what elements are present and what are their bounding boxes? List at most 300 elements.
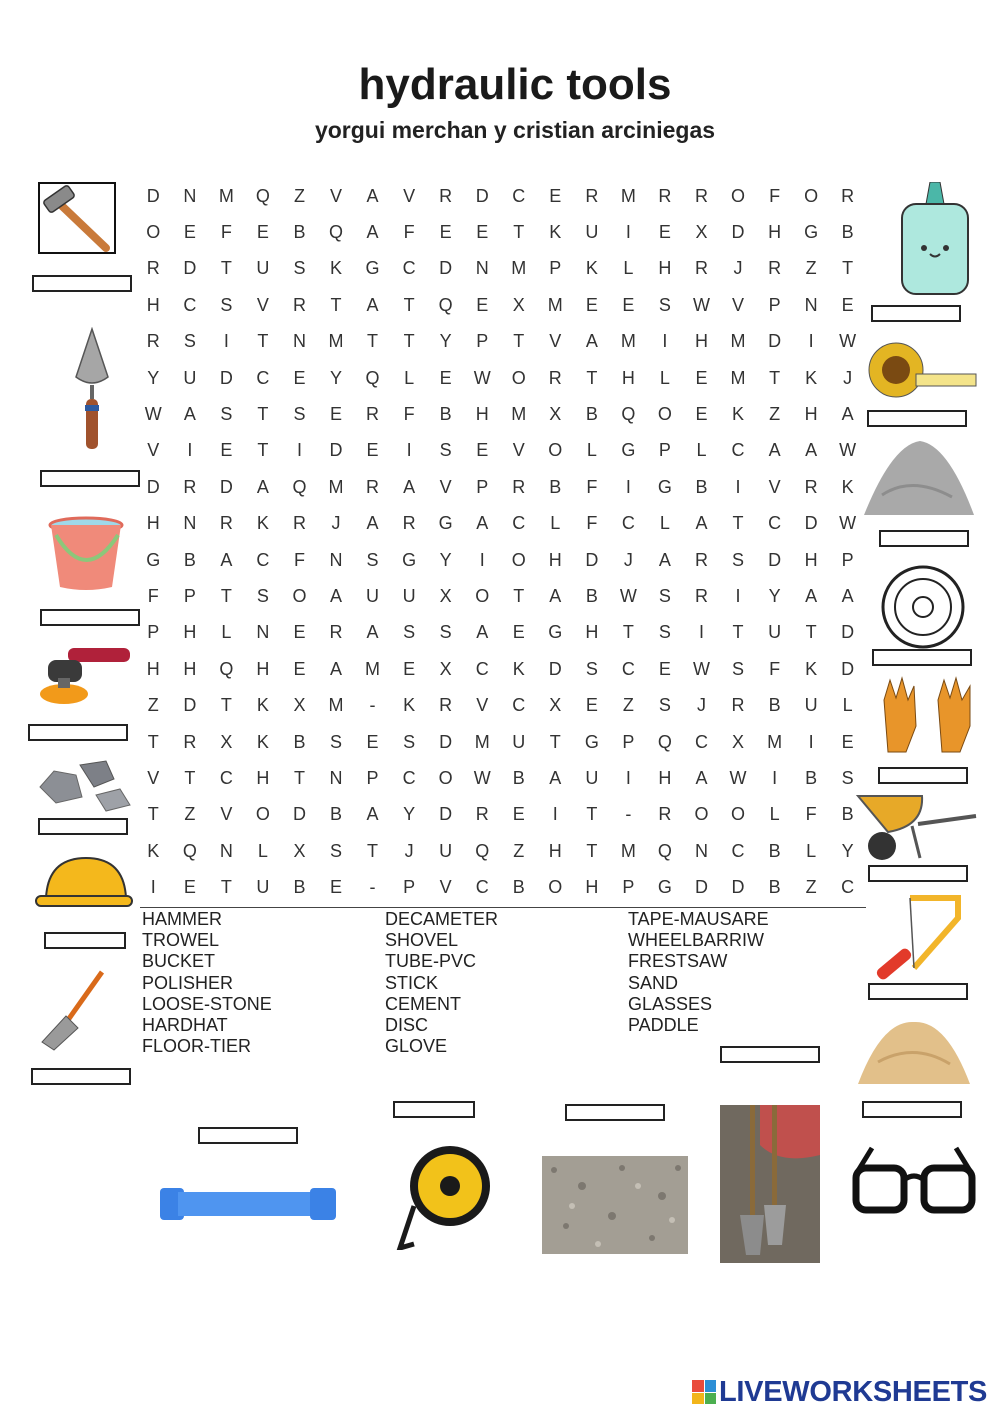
grid-letter[interactable]: H <box>146 658 160 679</box>
grid-letter[interactable]: D <box>475 185 489 206</box>
grid-letter[interactable]: N <box>183 185 197 206</box>
grid-letter[interactable]: V <box>256 294 269 315</box>
grid-letter[interactable]: I <box>735 585 741 606</box>
grid-letter[interactable]: Z <box>622 695 634 716</box>
grid-letter[interactable]: S <box>732 549 745 570</box>
grid-letter[interactable]: E <box>622 294 635 315</box>
grid-letter[interactable]: D <box>219 367 233 388</box>
grid-letter[interactable]: E <box>439 222 452 243</box>
grid-letter[interactable]: U <box>183 367 197 388</box>
grid-letter[interactable]: E <box>366 731 379 752</box>
grid-letter[interactable]: S <box>658 695 671 716</box>
grid-letter[interactable]: O <box>804 185 819 206</box>
grid-letter[interactable]: K <box>805 367 818 388</box>
grid-letter[interactable]: J <box>696 695 706 716</box>
grid-letter[interactable]: H <box>548 840 562 861</box>
grid-letter[interactable]: L <box>623 258 634 279</box>
grid-letter[interactable]: A <box>366 622 379 643</box>
grid-letter[interactable]: S <box>403 731 416 752</box>
grid-letter[interactable]: E <box>658 658 671 679</box>
grid-letter[interactable]: N <box>804 294 818 315</box>
grid-letter[interactable]: L <box>586 440 597 461</box>
grid-letter[interactable]: K <box>256 731 269 752</box>
answer-box-shovel[interactable] <box>31 1068 131 1085</box>
grid-letter[interactable]: A <box>841 404 854 425</box>
grid-letter[interactable]: A <box>585 331 598 352</box>
grid-letter[interactable]: T <box>293 767 305 788</box>
grid-letter[interactable]: T <box>513 331 525 352</box>
grid-letter[interactable]: I <box>735 476 741 497</box>
grid-letter[interactable]: T <box>220 877 232 898</box>
grid-letter[interactable]: D <box>183 258 197 279</box>
grid-letter[interactable]: X <box>293 840 306 861</box>
grid-letter[interactable]: G <box>438 513 453 534</box>
grid-letter[interactable]: E <box>658 222 671 243</box>
grid-letter[interactable]: N <box>475 258 489 279</box>
grid-letter[interactable]: V <box>403 185 416 206</box>
grid-letter[interactable]: A <box>366 294 379 315</box>
grid-letter[interactable]: S <box>658 622 671 643</box>
grid-letter[interactable]: A <box>476 513 489 534</box>
grid-letter[interactable]: C <box>694 731 708 752</box>
grid-letter[interactable]: B <box>549 476 562 497</box>
grid-letter[interactable]: H <box>621 367 635 388</box>
grid-letter[interactable]: I <box>772 767 778 788</box>
grid-letter[interactable]: H <box>585 877 599 898</box>
grid-letter[interactable]: Z <box>805 877 817 898</box>
grid-letter[interactable]: B <box>183 549 196 570</box>
grid-letter[interactable]: - <box>369 695 376 716</box>
grid-letter[interactable]: I <box>223 331 229 352</box>
grid-letter[interactable]: X <box>439 585 452 606</box>
grid-letter[interactable]: B <box>768 840 781 861</box>
grid-letter[interactable]: I <box>150 877 156 898</box>
grid-letter[interactable]: G <box>365 258 380 279</box>
grid-letter[interactable]: N <box>329 767 343 788</box>
grid-letter[interactable]: T <box>147 804 159 825</box>
answer-box-disc[interactable] <box>872 649 972 666</box>
grid-letter[interactable]: N <box>329 549 343 570</box>
grid-letter[interactable]: F <box>293 549 305 570</box>
grid-letter[interactable]: D <box>146 476 160 497</box>
grid-letter[interactable]: E <box>220 440 233 461</box>
grid-letter[interactable]: N <box>183 513 197 534</box>
grid-letter[interactable]: I <box>625 476 631 497</box>
grid-letter[interactable]: T <box>220 258 232 279</box>
grid-letter[interactable]: E <box>293 622 306 643</box>
grid-letter[interactable]: R <box>475 804 489 825</box>
grid-letter[interactable]: I <box>296 440 302 461</box>
grid-letter[interactable]: D <box>146 185 160 206</box>
grid-letter[interactable]: A <box>768 440 781 461</box>
grid-letter[interactable]: X <box>220 731 233 752</box>
grid-letter[interactable]: R <box>512 476 526 497</box>
grid-letter[interactable]: M <box>547 294 563 315</box>
grid-letter[interactable]: W <box>619 585 637 606</box>
grid-letter[interactable]: L <box>221 622 232 643</box>
grid-letter[interactable]: U <box>585 767 599 788</box>
grid-letter[interactable]: J <box>733 258 743 279</box>
grid-letter[interactable]: Z <box>513 840 525 861</box>
grid-letter[interactable]: B <box>841 804 854 825</box>
grid-letter[interactable]: M <box>620 331 636 352</box>
grid-letter[interactable]: E <box>695 367 708 388</box>
grid-letter[interactable]: O <box>731 804 746 825</box>
grid-letter[interactable]: E <box>330 404 343 425</box>
grid-letter[interactable]: A <box>256 476 269 497</box>
grid-letter[interactable]: Q <box>657 731 672 752</box>
grid-letter[interactable]: R <box>219 513 233 534</box>
grid-letter[interactable]: U <box>585 222 599 243</box>
grid-letter[interactable]: R <box>694 185 708 206</box>
grid-letter[interactable]: T <box>257 331 269 352</box>
grid-letter[interactable]: L <box>257 840 268 861</box>
grid-letter[interactable]: H <box>146 294 160 315</box>
grid-letter[interactable]: K <box>330 258 343 279</box>
grid-letter[interactable]: E <box>366 440 379 461</box>
grid-letter[interactable]: B <box>841 222 854 243</box>
grid-letter[interactable]: R <box>183 476 197 497</box>
grid-letter[interactable]: O <box>548 440 563 461</box>
grid-letter[interactable]: D <box>841 622 855 643</box>
grid-letter[interactable]: Y <box>330 367 343 388</box>
grid-letter[interactable]: H <box>658 258 672 279</box>
grid-letter[interactable]: R <box>658 185 672 206</box>
grid-letter[interactable]: A <box>476 622 489 643</box>
grid-letter[interactable]: F <box>147 585 159 606</box>
grid-letter[interactable]: A <box>330 658 343 679</box>
grid-letter[interactable]: B <box>293 731 306 752</box>
grid-letter[interactable]: B <box>695 476 708 497</box>
grid-letter[interactable]: V <box>439 476 452 497</box>
grid-letter[interactable]: B <box>805 767 818 788</box>
grid-letter[interactable]: D <box>694 877 708 898</box>
grid-letter[interactable]: E <box>512 804 525 825</box>
grid-letter[interactable]: A <box>403 476 416 497</box>
grid-letter[interactable]: Y <box>147 367 160 388</box>
grid-letter[interactable]: E <box>841 294 854 315</box>
grid-letter[interactable]: V <box>439 877 452 898</box>
grid-letter[interactable]: R <box>292 294 306 315</box>
grid-letter[interactable]: F <box>805 804 817 825</box>
grid-letter[interactable]: Y <box>403 804 416 825</box>
grid-letter[interactable]: N <box>694 840 708 861</box>
grid-letter[interactable]: O <box>511 367 526 388</box>
grid-letter[interactable]: Q <box>292 476 307 497</box>
grid-letter[interactable]: C <box>256 367 270 388</box>
grid-letter[interactable]: W <box>839 331 857 352</box>
grid-letter[interactable]: S <box>732 658 745 679</box>
grid-letter[interactable]: D <box>731 877 745 898</box>
grid-letter[interactable]: H <box>256 658 270 679</box>
grid-letter[interactable]: D <box>731 222 745 243</box>
grid-letter[interactable]: D <box>292 804 306 825</box>
grid-letter[interactable]: W <box>839 513 857 534</box>
grid-letter[interactable]: F <box>769 185 781 206</box>
grid-letter[interactable]: H <box>548 549 562 570</box>
grid-letter[interactable]: B <box>512 877 525 898</box>
grid-letter[interactable]: T <box>622 622 634 643</box>
grid-letter[interactable]: Q <box>438 294 453 315</box>
grid-letter[interactable]: F <box>586 513 598 534</box>
grid-letter[interactable]: V <box>147 767 160 788</box>
grid-letter[interactable]: C <box>256 549 270 570</box>
grid-letter[interactable]: H <box>804 549 818 570</box>
grid-letter[interactable]: V <box>220 804 233 825</box>
grid-letter[interactable]: B <box>585 585 598 606</box>
grid-letter[interactable]: S <box>658 294 671 315</box>
grid-letter[interactable]: D <box>439 258 453 279</box>
answer-box-loose-stone[interactable] <box>38 818 128 835</box>
grid-letter[interactable]: T <box>257 440 269 461</box>
grid-letter[interactable]: O <box>548 877 563 898</box>
grid-letter[interactable]: D <box>804 513 818 534</box>
grid-letter[interactable]: G <box>657 476 672 497</box>
grid-letter[interactable]: E <box>403 658 416 679</box>
grid-letter[interactable]: E <box>293 367 306 388</box>
grid-letter[interactable]: C <box>512 185 526 206</box>
grid-letter[interactable]: Y <box>768 585 781 606</box>
grid-letter[interactable]: A <box>658 549 671 570</box>
grid-letter[interactable]: O <box>292 585 307 606</box>
grid-letter[interactable]: M <box>511 258 527 279</box>
grid-letter[interactable]: V <box>732 294 745 315</box>
grid-letter[interactable]: D <box>329 440 343 461</box>
grid-letter[interactable]: M <box>328 331 344 352</box>
grid-letter[interactable]: S <box>220 294 233 315</box>
grid-letter[interactable]: S <box>183 331 196 352</box>
grid-letter[interactable]: L <box>659 513 670 534</box>
grid-letter[interactable]: V <box>476 695 489 716</box>
answer-box-spade[interactable] <box>720 1046 820 1063</box>
grid-letter[interactable]: C <box>621 658 635 679</box>
grid-letter[interactable]: M <box>328 695 344 716</box>
grid-letter[interactable]: D <box>219 476 233 497</box>
grid-letter[interactable]: M <box>474 731 490 752</box>
grid-letter[interactable]: R <box>694 258 708 279</box>
grid-letter[interactable]: J <box>331 513 341 534</box>
grid-letter[interactable]: P <box>658 440 671 461</box>
grid-letter[interactable]: I <box>662 331 668 352</box>
grid-letter[interactable]: C <box>512 513 526 534</box>
grid-letter[interactable]: Z <box>805 258 817 279</box>
grid-letter[interactable]: V <box>330 185 343 206</box>
grid-letter[interactable]: X <box>439 658 452 679</box>
answer-box-hammer[interactable] <box>32 275 132 292</box>
grid-letter[interactable]: R <box>146 258 160 279</box>
grid-letter[interactable]: S <box>585 658 598 679</box>
grid-letter[interactable]: C <box>402 767 416 788</box>
grid-letter[interactable]: R <box>548 367 562 388</box>
grid-letter[interactable]: E <box>439 367 452 388</box>
grid-letter[interactable]: U <box>366 585 380 606</box>
grid-letter[interactable]: R <box>329 622 343 643</box>
grid-letter[interactable]: L <box>404 367 415 388</box>
grid-letter[interactable]: D <box>841 658 855 679</box>
grid-letter[interactable]: M <box>620 840 636 861</box>
grid-letter[interactable]: A <box>366 222 379 243</box>
grid-letter[interactable]: E <box>585 695 598 716</box>
grid-letter[interactable]: R <box>183 731 197 752</box>
grid-letter[interactable]: D <box>585 549 599 570</box>
grid-letter[interactable]: E <box>549 185 562 206</box>
grid-letter[interactable]: T <box>367 840 379 861</box>
grid-letter[interactable]: I <box>625 222 631 243</box>
grid-letter[interactable]: H <box>183 658 197 679</box>
grid-letter[interactable]: C <box>183 294 197 315</box>
grid-letter[interactable]: R <box>731 695 745 716</box>
grid-letter[interactable]: W <box>473 367 491 388</box>
grid-letter[interactable]: C <box>475 877 489 898</box>
grid-letter[interactable]: X <box>732 731 745 752</box>
grid-letter[interactable]: S <box>293 404 306 425</box>
grid-letter[interactable]: E <box>512 622 525 643</box>
grid-letter[interactable]: V <box>147 440 160 461</box>
grid-letter[interactable]: D <box>548 658 562 679</box>
grid-letter[interactable]: D <box>183 695 197 716</box>
answer-box-sand[interactable] <box>862 1101 962 1118</box>
grid-letter[interactable]: C <box>768 513 782 534</box>
grid-letter[interactable]: S <box>658 585 671 606</box>
grid-letter[interactable]: A <box>366 513 379 534</box>
answer-box-glue[interactable] <box>871 305 961 322</box>
grid-letter[interactable]: Q <box>621 404 636 425</box>
grid-letter[interactable]: T <box>367 331 379 352</box>
grid-letter[interactable]: P <box>183 585 196 606</box>
grid-letter[interactable]: H <box>475 404 489 425</box>
grid-letter[interactable]: A <box>549 585 562 606</box>
grid-letter[interactable]: P <box>768 294 781 315</box>
grid-letter[interactable]: S <box>403 622 416 643</box>
grid-letter[interactable]: M <box>730 331 746 352</box>
grid-letter[interactable]: J <box>623 549 633 570</box>
grid-letter[interactable]: H <box>694 331 708 352</box>
grid-letter[interactable]: Z <box>293 185 305 206</box>
grid-letter[interactable]: B <box>512 767 525 788</box>
grid-letter[interactable]: K <box>147 840 160 861</box>
grid-letter[interactable]: P <box>476 331 489 352</box>
grid-letter[interactable]: Q <box>657 840 672 861</box>
grid-letter[interactable]: A <box>366 185 379 206</box>
grid-letter[interactable]: S <box>330 840 343 861</box>
grid-letter[interactable]: P <box>403 877 416 898</box>
grid-letter[interactable]: C <box>219 767 233 788</box>
grid-letter[interactable]: H <box>585 622 599 643</box>
grid-letter[interactable]: E <box>585 294 598 315</box>
grid-letter[interactable]: P <box>622 731 635 752</box>
grid-letter[interactable]: U <box>512 731 526 752</box>
grid-letter[interactable]: F <box>769 658 781 679</box>
grid-letter[interactable]: R <box>366 404 380 425</box>
grid-letter[interactable]: G <box>657 877 672 898</box>
answer-box-gravel[interactable] <box>565 1104 665 1121</box>
grid-letter[interactable]: R <box>841 185 855 206</box>
grid-letter[interactable]: T <box>220 585 232 606</box>
grid-letter[interactable]: Q <box>255 185 270 206</box>
grid-letter[interactable]: T <box>586 804 598 825</box>
grid-letter[interactable]: A <box>220 549 233 570</box>
grid-letter[interactable]: G <box>584 731 599 752</box>
grid-letter[interactable]: P <box>147 622 160 643</box>
grid-letter[interactable]: O <box>511 549 526 570</box>
grid-letter[interactable]: R <box>804 476 818 497</box>
answer-box-hardhat[interactable] <box>44 932 126 949</box>
grid-letter[interactable]: T <box>403 331 415 352</box>
grid-letter[interactable]: V <box>512 440 525 461</box>
grid-letter[interactable]: L <box>550 513 561 534</box>
grid-letter[interactable]: C <box>402 258 416 279</box>
grid-letter[interactable]: R <box>439 695 453 716</box>
grid-letter[interactable]: E <box>476 440 489 461</box>
grid-letter[interactable]: O <box>731 185 746 206</box>
grid-letter[interactable]: X <box>293 695 306 716</box>
grid-letter[interactable]: Z <box>769 404 781 425</box>
grid-letter[interactable]: X <box>549 404 562 425</box>
grid-letter[interactable]: Y <box>439 331 452 352</box>
grid-letter[interactable]: A <box>695 767 708 788</box>
grid-letter[interactable]: A <box>695 513 708 534</box>
grid-letter[interactable]: X <box>512 294 525 315</box>
grid-letter[interactable]: F <box>403 404 415 425</box>
grid-letter[interactable]: M <box>218 185 234 206</box>
grid-letter[interactable]: H <box>804 404 818 425</box>
grid-letter[interactable]: E <box>183 222 196 243</box>
grid-letter[interactable]: W <box>729 767 747 788</box>
grid-letter[interactable]: E <box>183 877 196 898</box>
grid-letter[interactable]: K <box>732 404 745 425</box>
grid-letter[interactable]: U <box>256 877 270 898</box>
grid-letter[interactable]: M <box>328 476 344 497</box>
grid-letter[interactable]: L <box>842 695 853 716</box>
grid-letter[interactable]: E <box>256 222 269 243</box>
grid-letter[interactable]: R <box>366 476 380 497</box>
grid-letter[interactable]: U <box>768 622 782 643</box>
grid-letter[interactable]: Q <box>475 840 490 861</box>
grid-letter[interactable]: J <box>404 840 414 861</box>
grid-letter[interactable]: I <box>187 440 193 461</box>
grid-letter[interactable]: Y <box>841 840 854 861</box>
grid-letter[interactable]: T <box>549 731 561 752</box>
grid-letter[interactable]: S <box>366 549 379 570</box>
answer-box-polisher[interactable] <box>28 724 128 741</box>
grid-letter[interactable]: G <box>402 549 417 570</box>
grid-letter[interactable]: T <box>513 585 525 606</box>
grid-letter[interactable]: S <box>220 404 233 425</box>
grid-letter[interactable]: X <box>549 695 562 716</box>
grid-letter[interactable]: B <box>768 877 781 898</box>
grid-letter[interactable]: T <box>513 222 525 243</box>
grid-letter[interactable]: A <box>549 767 562 788</box>
grid-letter[interactable]: T <box>769 367 781 388</box>
grid-letter[interactable]: A <box>330 585 343 606</box>
grid-letter[interactable]: E <box>695 404 708 425</box>
grid-letter[interactable]: A <box>805 440 818 461</box>
grid-letter[interactable]: T <box>330 294 342 315</box>
grid-letter[interactable]: L <box>769 804 780 825</box>
grid-letter[interactable]: R <box>694 549 708 570</box>
grid-letter[interactable]: B <box>439 404 452 425</box>
grid-letter[interactable]: I <box>552 804 558 825</box>
grid-letter[interactable]: H <box>256 767 270 788</box>
grid-letter[interactable]: G <box>548 622 563 643</box>
grid-letter[interactable]: O <box>475 585 490 606</box>
grid-letter[interactable]: U <box>256 258 270 279</box>
grid-letter[interactable]: B <box>330 804 343 825</box>
grid-letter[interactable]: K <box>805 658 818 679</box>
grid-letter[interactable]: O <box>255 804 270 825</box>
grid-letter[interactable]: I <box>808 331 814 352</box>
grid-letter[interactable]: B <box>293 877 306 898</box>
